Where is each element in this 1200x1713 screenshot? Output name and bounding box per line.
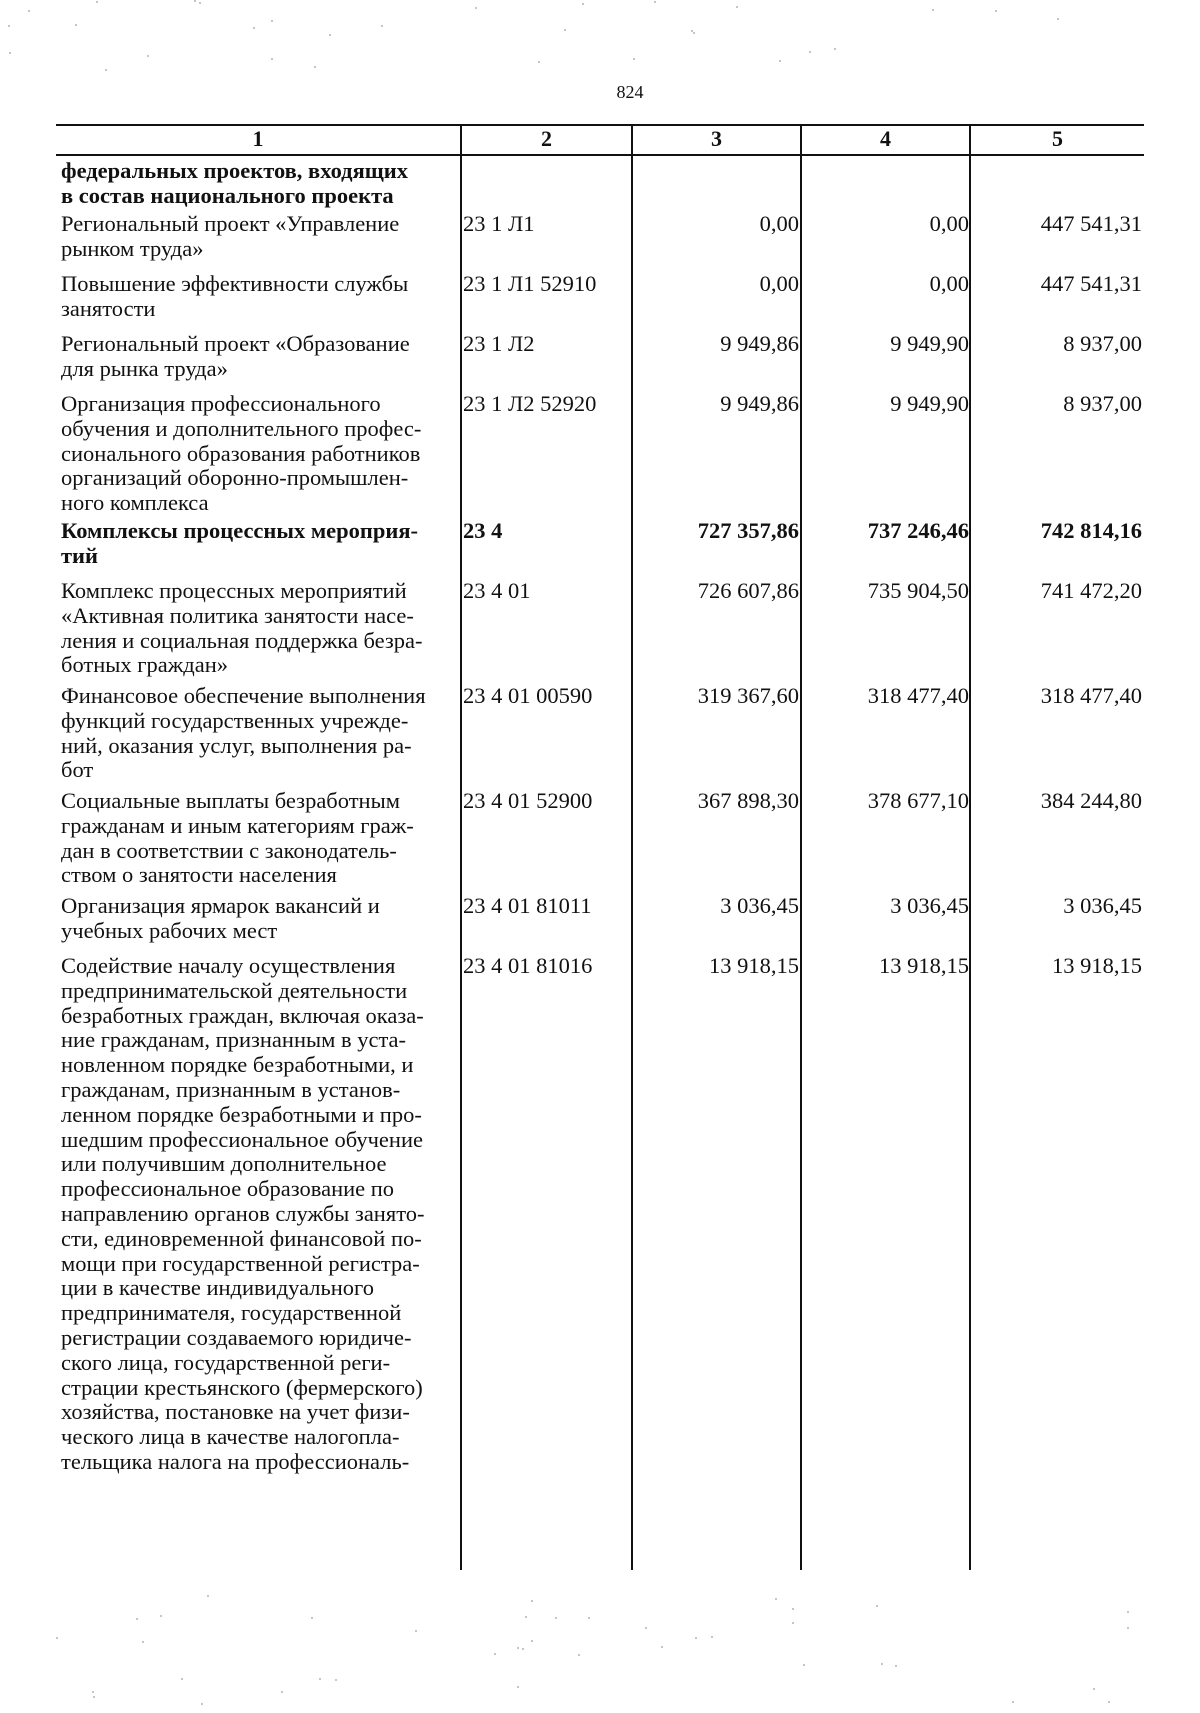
column-header-3: 3 — [711, 126, 722, 151]
speck — [8, 25, 10, 27]
row-value-col4: 735 904,50 — [867, 578, 969, 603]
row-code: 23 4 01 — [463, 578, 531, 603]
row-name-line: Повышение эффективности службы — [61, 271, 409, 296]
row-name-line: Организация профессионального — [61, 391, 381, 416]
speck — [578, 1654, 580, 1656]
row-name-line: Социальные выплаты безработным — [61, 788, 400, 813]
speck — [381, 25, 383, 27]
speck — [661, 1646, 663, 1648]
row-name-line: тельщика налога на профессиональ- — [61, 1448, 410, 1474]
speck — [96, 1, 98, 3]
row-name-line: ления и социальная поддержка безра- — [61, 627, 423, 653]
speck — [329, 34, 331, 36]
row-value-col5: 13 918,15 — [1052, 953, 1142, 978]
column-header-1: 1 — [252, 126, 264, 151]
row-code: 23 4 — [463, 518, 503, 543]
row-name-line: страции крестьянского (фермерского) — [61, 1374, 423, 1400]
row-name-line: гражданам и иным категориям граж- — [61, 812, 414, 838]
speck — [201, 1703, 203, 1705]
row-code: 23 4 01 00590 — [463, 683, 593, 708]
row-value-col5: 8 937,00 — [1063, 391, 1142, 416]
speck — [105, 69, 107, 71]
speck — [525, 1616, 527, 1618]
row-name-line: Финансовое обеспечение выполнения — [61, 683, 426, 708]
row-value-col4: 3 036,45 — [890, 893, 969, 918]
speck — [588, 1617, 590, 1619]
row-name-line: ного комплекса — [61, 490, 209, 516]
row-name-line: Региональный проект «Управление — [61, 211, 400, 236]
row-code: 23 1 Л2 — [463, 331, 535, 356]
row-code: 23 1 Л2 52920 — [463, 391, 597, 416]
column-header-4: 4 — [880, 126, 891, 151]
row-code: 23 4 01 81016 — [463, 953, 593, 978]
row-name-line: учебных рабочих мест — [61, 917, 278, 943]
speck — [494, 1653, 496, 1655]
row-name — [61, 519, 465, 569]
speck — [654, 1, 656, 3]
row-name-line: сти, единовременной финансовой по- — [61, 1225, 422, 1251]
row-name — [61, 332, 465, 382]
page-number: 824 — [616, 82, 644, 102]
speck — [181, 1678, 183, 1680]
speck — [28, 10, 30, 12]
row-name-line: гражданам, признанным в установ- — [61, 1076, 401, 1102]
row-name — [61, 789, 465, 888]
row-code: 23 1 Л1 — [463, 211, 535, 236]
row-code: 23 4 01 52900 — [463, 788, 593, 813]
speck — [475, 7, 477, 9]
row-name-line: ции в качестве индивидуального — [61, 1275, 374, 1301]
speck — [633, 58, 635, 60]
speck — [517, 1686, 519, 1688]
row-name-line: обучения и дополнительного профес- — [61, 415, 422, 441]
row-value-col3: 0,00 — [759, 211, 799, 236]
row-name-line: «Активная политика занятости насе- — [61, 602, 414, 628]
row-name — [61, 392, 465, 516]
speck — [522, 1648, 524, 1650]
speck — [147, 55, 149, 57]
row-name — [61, 684, 465, 783]
row-name-line: хозяйства, постановке на учет физи- — [61, 1399, 410, 1425]
speck — [809, 51, 811, 53]
row-value-col4: 0,00 — [929, 211, 969, 236]
row-name-line: рынком труда» — [61, 235, 204, 261]
row-name — [61, 894, 465, 944]
row-name-line: Комплексы процессных мероприя- — [61, 518, 419, 543]
speck — [695, 1637, 697, 1639]
row-value-col4: 13 918,15 — [879, 953, 969, 978]
row-value-col5: 8 937,00 — [1063, 331, 1142, 356]
row-name-line: Организация ярмарок вакансий и — [61, 893, 380, 918]
row-name-line: организаций оборонно-промышлен- — [61, 465, 409, 491]
speck — [881, 1663, 883, 1665]
row-name-line: ленном порядке безработными и про- — [61, 1101, 422, 1127]
speck — [311, 1617, 313, 1619]
speck — [1012, 1701, 1014, 1703]
speck — [792, 1622, 794, 1624]
column-header-2: 2 — [541, 126, 552, 151]
row-name-line: новленном порядке безработными, и — [61, 1052, 414, 1078]
speck — [160, 1615, 162, 1617]
column-divider-4 — [969, 124, 971, 1570]
row-name-line: бот — [61, 757, 94, 783]
row-name — [61, 954, 465, 1475]
row-value-col3: 3 036,45 — [720, 893, 799, 918]
row-name-line: занятости — [61, 295, 156, 321]
speck — [538, 61, 540, 63]
row-name-line: предпринимательской деятельности — [61, 977, 408, 1003]
speck — [1108, 1701, 1110, 1703]
speck — [555, 1617, 557, 1619]
row-name-line: ческого лица в качестве налогопла- — [61, 1424, 400, 1450]
row-name-line: ние гражданам, признанным в уста- — [61, 1027, 407, 1053]
row-name-line: или получившим дополнительное — [61, 1151, 387, 1177]
speck — [932, 9, 934, 11]
row-name-line: функций государственных учрежде- — [61, 707, 409, 733]
row-value-col4: 737 246,46 — [867, 518, 969, 543]
speck — [335, 1679, 337, 1681]
speck — [582, 3, 584, 5]
row-name — [61, 579, 465, 678]
header-bottom-border — [56, 154, 1144, 156]
speck — [803, 1664, 805, 1666]
row-value-col5: 447 541,31 — [1040, 271, 1142, 296]
row-name — [61, 272, 465, 322]
row-name-line: Комплекс процессных мероприятий — [61, 578, 407, 603]
row-value-col5: 3 036,45 — [1063, 893, 1142, 918]
row-name-line: федеральных проектов, входящих — [61, 158, 408, 183]
speck — [1127, 1611, 1129, 1613]
speck — [564, 29, 566, 31]
speck — [253, 27, 255, 29]
row-name-line: ством о занятости населения — [61, 862, 337, 888]
row-name-line: сионального образования работников — [61, 440, 421, 466]
row-value-col4: 0,00 — [929, 271, 969, 296]
row-value-col3: 367 898,30 — [697, 788, 799, 813]
row-name — [61, 212, 465, 262]
speck — [895, 1665, 897, 1667]
speck — [531, 1600, 533, 1602]
speck — [319, 1678, 321, 1680]
speck — [834, 48, 836, 50]
row-name-line: безработных граждан, включая оказа- — [61, 1002, 424, 1028]
speck — [142, 1641, 144, 1643]
speck — [9, 52, 11, 54]
speck — [693, 32, 695, 34]
row-value-col3: 0,00 — [759, 271, 799, 296]
speck — [207, 1595, 209, 1597]
row-value-col3: 727 357,86 — [697, 518, 799, 543]
speck — [56, 1637, 58, 1639]
speck — [792, 1608, 794, 1610]
row-value-col3: 9 949,86 — [720, 331, 799, 356]
speck — [92, 1691, 94, 1693]
row-name-line: Содействие началу осуществления — [61, 953, 396, 978]
row-name-line: для рынка труда» — [61, 355, 228, 381]
row-code: 23 1 Л1 52910 — [463, 271, 597, 296]
row-name-line: предпринимателя, государственной — [61, 1300, 402, 1326]
speck — [995, 10, 997, 12]
row-value-col5: 447 541,31 — [1040, 211, 1142, 236]
row-code: 23 4 01 81011 — [463, 893, 592, 918]
row-value-col3: 13 918,15 — [709, 953, 799, 978]
speck — [136, 1618, 138, 1620]
speck — [281, 1691, 283, 1693]
row-name-line: в состав национального проекта — [61, 182, 394, 208]
row-name-line: мощи при государственной регистра- — [61, 1250, 420, 1276]
budget-table — [56, 124, 1144, 1570]
row-name-line: ского лица, государственной реги- — [61, 1349, 391, 1375]
row-value-col5: 318 477,40 — [1040, 683, 1142, 708]
row-name — [61, 159, 465, 209]
speck — [1093, 1688, 1095, 1690]
row-value-col3: 9 949,86 — [720, 391, 799, 416]
row-value-col3: 319 367,60 — [697, 683, 799, 708]
row-value-col4: 9 949,90 — [890, 391, 969, 416]
speck — [876, 1605, 878, 1607]
row-value-col5: 741 472,20 — [1040, 578, 1142, 603]
row-name-line: шедшим профессиональное обучение — [61, 1126, 423, 1152]
speck — [314, 66, 316, 68]
row-value-col4: 9 949,90 — [890, 331, 969, 356]
speck — [711, 1636, 713, 1638]
row-name-line: направлению органов службы занято- — [61, 1200, 425, 1226]
row-name-line: тий — [61, 542, 98, 568]
speck — [779, 60, 781, 62]
row-name-line: регистрации создаваемого юридиче- — [61, 1324, 412, 1350]
speck — [736, 6, 738, 8]
speck — [271, 20, 273, 22]
column-header-5: 5 — [1052, 126, 1063, 151]
speck — [1057, 18, 1059, 20]
row-name-line: ний, оказания услуг, выполнения ра- — [61, 732, 412, 758]
speck — [645, 1627, 647, 1629]
row-name-line: ботных граждан» — [61, 652, 229, 678]
row-name-line: профессиональное образование по — [61, 1176, 395, 1202]
speck — [93, 1696, 95, 1698]
row-value-col4: 378 677,10 — [867, 788, 969, 813]
row-name-line: Региональный проект «Образование — [61, 331, 410, 356]
row-value-col5: 384 244,80 — [1040, 788, 1142, 813]
row-value-col3: 726 607,86 — [697, 578, 799, 603]
speck — [199, 2, 201, 4]
row-value-col4: 318 477,40 — [867, 683, 969, 708]
speck — [775, 1598, 777, 1600]
row-name-line: дан в соответствии с законодатель- — [61, 837, 397, 863]
speck — [517, 1647, 519, 1649]
speck — [531, 1640, 533, 1642]
speck — [1127, 1627, 1129, 1629]
speck — [271, 58, 273, 60]
row-value-col5: 742 814,16 — [1040, 518, 1142, 543]
speck — [75, 24, 77, 26]
column-divider-3 — [800, 124, 802, 1570]
speck — [415, 1630, 417, 1632]
speck — [194, 0, 196, 2]
